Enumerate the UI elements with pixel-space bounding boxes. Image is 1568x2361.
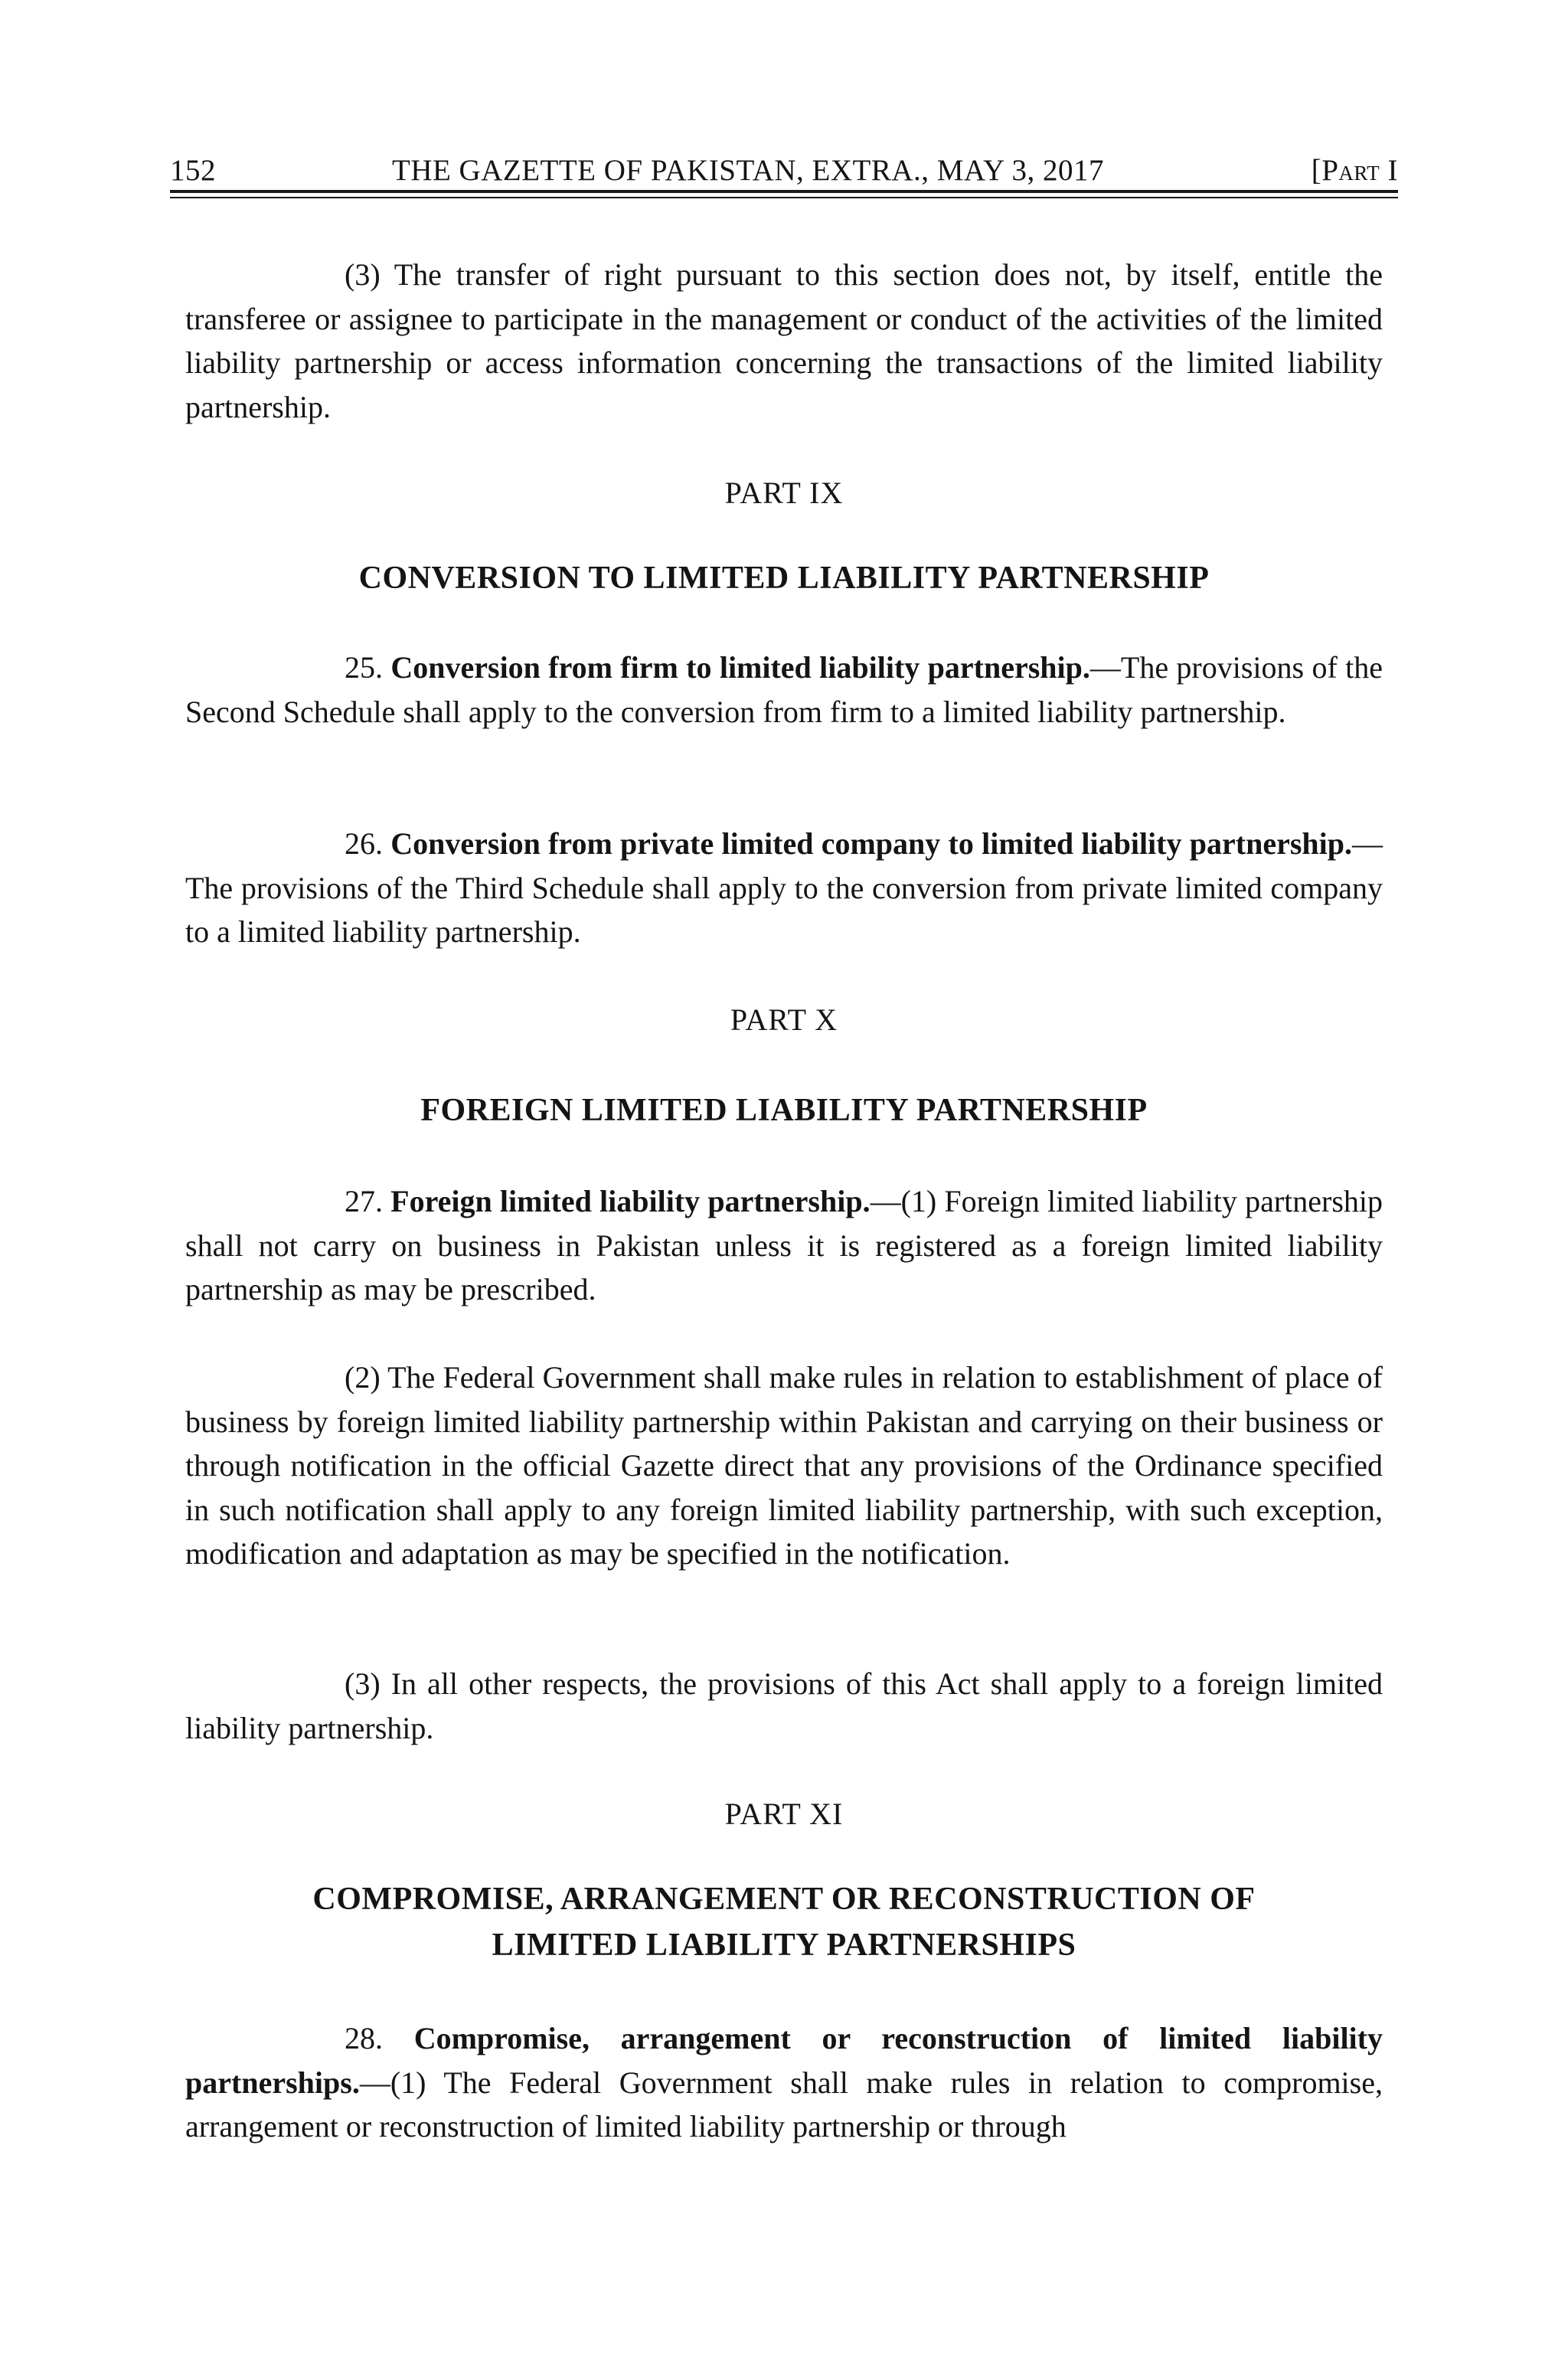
part-x-label: PART X	[730, 1002, 838, 1037]
part-indicator: [Part I	[1311, 154, 1398, 187]
section-26-heading: Conversion from private limited company to limited liability partnership.	[390, 826, 1353, 861]
section-26-number: 26.	[345, 826, 383, 861]
part-xi-label: PART XI	[724, 1797, 844, 1831]
part-ix-label: PART IX	[724, 476, 844, 510]
page-number: 152	[170, 154, 216, 187]
section-27	[185, 1179, 1383, 1312]
part-ix-title: CONVERSION TO LIMITED LIABILITY PARTNERSHIP	[358, 561, 1210, 596]
section-28-text: —(1) The Federal Government shall make rules in relation to compromise, arrangement or reconstruction of limited liability partnership or through	[185, 2065, 1383, 2144]
section-27-subsection-2: (2) The Federal Government shall make rules in relation to establishment of place of business by foreign limited liability partnership within Pakistan and carrying on their business or through notification in the official Gazette direct that any provisions of the Ordinance specified in such notification shall apply to any foreign limited liability partnership, with such exception, modification and adaptation as may be specified in the notification.	[185, 1360, 1383, 1571]
gazette-title: THE GAZETTE OF PAKISTAN, EXTRA., MAY 3, 2017	[392, 154, 1104, 187]
section-27-heading: Foreign limited liability partnership.	[390, 1184, 871, 1218]
section-27-subsection-3: (3) In all other respects, the provisions of this Act shall apply to a foreign limited liability partnership.	[185, 1666, 1383, 1745]
section-25-text: —The provisions of the Second Schedule shall apply to the conversion from firm to a limited liability partnership.	[185, 650, 1383, 729]
section-25-heading: Conversion from firm to limited liability partnership.	[390, 650, 1090, 685]
section-26-text: —The provisions of the Third Schedule shall apply to the conversion from private limited company to a limited liability partnership.	[185, 826, 1383, 949]
section-25-number: 25.	[345, 650, 383, 685]
section-27-text: —(1) Foreign limited liability partnership shall not carry on business in Pakistan unless it is registered as a foreign limited liability partnership as may be prescribed.	[185, 1184, 1383, 1306]
part-x-title: FOREIGN LIMITED LIABILITY PARTNERSHIP	[420, 1093, 1148, 1128]
section-27-number: 27.	[345, 1184, 383, 1218]
section-25	[185, 646, 1383, 734]
section-26	[185, 822, 1383, 954]
header-rule-thin	[170, 197, 1398, 198]
part-xi-title-line1: COMPROMISE, ARRANGEMENT OR RECONSTRUCTION OF	[312, 1882, 1256, 1917]
header-rule-thick	[170, 190, 1398, 193]
section-28-heading: Compromise, arrangement or reconstruction of limited liability partnerships.	[185, 2021, 1383, 2100]
section-28	[185, 2016, 1383, 2149]
paragraph-24-3: (3) The transfer of right pursuant to this section does not, by itself, entitle the transferee or assignee to participate in the management or conduct of the activities of the limited liability partnership or access information concerning the transactions of the limited liability partnership.	[185, 257, 1383, 424]
part-xi-title-line2: LIMITED LIABILITY PARTNERSHIPS	[492, 1928, 1076, 1963]
section-28-number: 28.	[345, 2021, 383, 2055]
